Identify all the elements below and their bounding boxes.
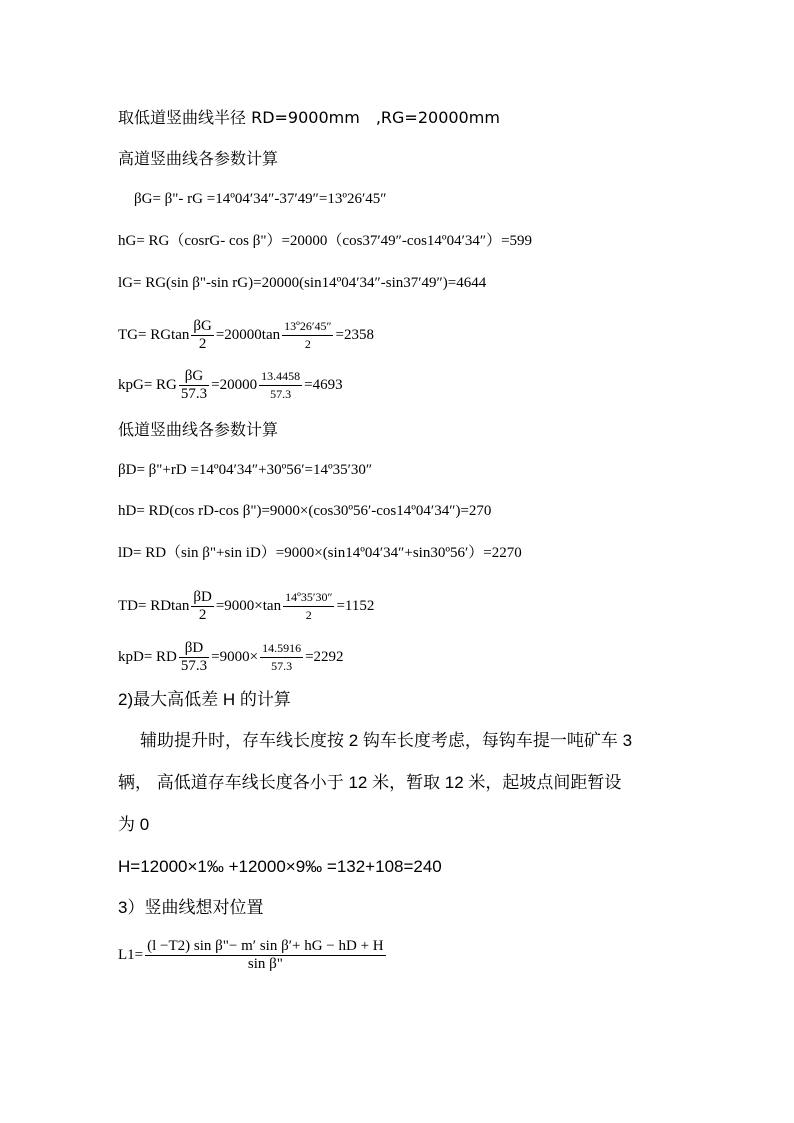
t-g-fraction-1: $\frac{\beta G}{2}$ bbox=[193, 318, 212, 352]
l-d-formula: lD= RD（sin β"+sin iD）=9000×(sin14º04′34″+sin30º56′）=2270 bbox=[118, 545, 522, 561]
t-d-result: =1152 bbox=[336, 597, 375, 614]
k-g-lhs: kpG= RG bbox=[118, 376, 177, 393]
t-g-formula bbox=[118, 318, 374, 353]
k-d-lhs: kpD= RD bbox=[118, 648, 177, 665]
k-d-fraction-2: $\frac{14.5916}{57.3}$ bbox=[262, 641, 302, 673]
beta-g-formula: βG= β"- rG =14º04′34″-37′49″=13º26′45″ bbox=[134, 191, 387, 207]
k-d-fraction-1: $\frac{\beta D}{57.3}$ bbox=[180, 640, 208, 674]
paragraph-line-3: 为 0 bbox=[118, 815, 150, 834]
h-d-formula: hD= RD(cos rD-cos β")=9000×(cos30º56′-cos14º04′34″)=270 bbox=[118, 503, 492, 519]
k-d-formula bbox=[118, 640, 344, 675]
l1-fraction: $\frac{\text{(l −T2) sin β"− m′ sin β′+ hG − hD + H}}{\text{sin β"}}$ bbox=[147, 938, 384, 972]
paragraph-line-2: 辆， 高低道存车线长度各小于 12 米，暂取 12 米，起坡点间距暂设 bbox=[118, 773, 622, 792]
h-g-formula: hG= RG（cosrG- cos β"）=20000（cos37′49″-cos14º04′34″）=599 bbox=[118, 233, 533, 249]
h-formula: H=12000×1‰ +12000×9‰ =132+108=240 bbox=[118, 857, 442, 876]
section-3-title: 3）竖曲线想对位置 bbox=[118, 898, 264, 917]
beta-d-formula: βD= β"+rD =14º04′34″+30º56′=14º35′30″ bbox=[118, 462, 373, 478]
high-curve-title: 高道竖曲线各参数计算 bbox=[118, 149, 279, 168]
k-g-result: =4693 bbox=[304, 376, 343, 393]
t-d-lhs: TD= RDtan bbox=[118, 597, 190, 614]
l-g-formula: lG= RG(sin β"-sin rG)=20000(sin14º04′34″-sin37′49″)=4644 bbox=[118, 275, 487, 291]
radius-line: 取低道竖曲线半径 RD=9000mm ,RG=20000mm bbox=[118, 108, 500, 127]
t-g-fraction-2: $\frac{\text{13º26′45″}}{2}$ bbox=[284, 319, 332, 351]
k-g-fraction-1: $\frac{\beta G}{57.3}$ bbox=[180, 368, 208, 402]
l1-lhs: L1= bbox=[118, 946, 144, 963]
section-2-title: 2)最大高低差 H 的计算 bbox=[118, 690, 291, 709]
k-d-mid: =9000× bbox=[211, 648, 259, 665]
l1-formula bbox=[118, 938, 388, 973]
t-d-fraction-2: $\frac{\text{14º35′30″}}{2}$ bbox=[285, 590, 333, 622]
k-g-formula bbox=[118, 368, 343, 403]
t-d-fraction-1: $\frac{\beta D}{2}$ bbox=[193, 589, 212, 623]
t-g-result: =2358 bbox=[335, 326, 374, 343]
k-g-fraction-2: $\frac{13.4458}{57.3}$ bbox=[261, 369, 301, 401]
t-d-mid: =9000×tan bbox=[215, 597, 282, 614]
t-d-formula bbox=[118, 589, 374, 624]
k-d-result: =2292 bbox=[305, 648, 344, 665]
t-g-lhs: TG= RGtan bbox=[118, 326, 190, 343]
t-g-mid: =20000tan bbox=[215, 326, 281, 343]
low-curve-title: 低道竖曲线各参数计算 bbox=[118, 420, 279, 439]
paragraph-line-1: 辅助提升时，存车线长度按 2 钩车长度考虑，每钩车提一吨矿车 3 bbox=[140, 731, 633, 750]
k-g-mid: =20000 bbox=[211, 376, 258, 393]
